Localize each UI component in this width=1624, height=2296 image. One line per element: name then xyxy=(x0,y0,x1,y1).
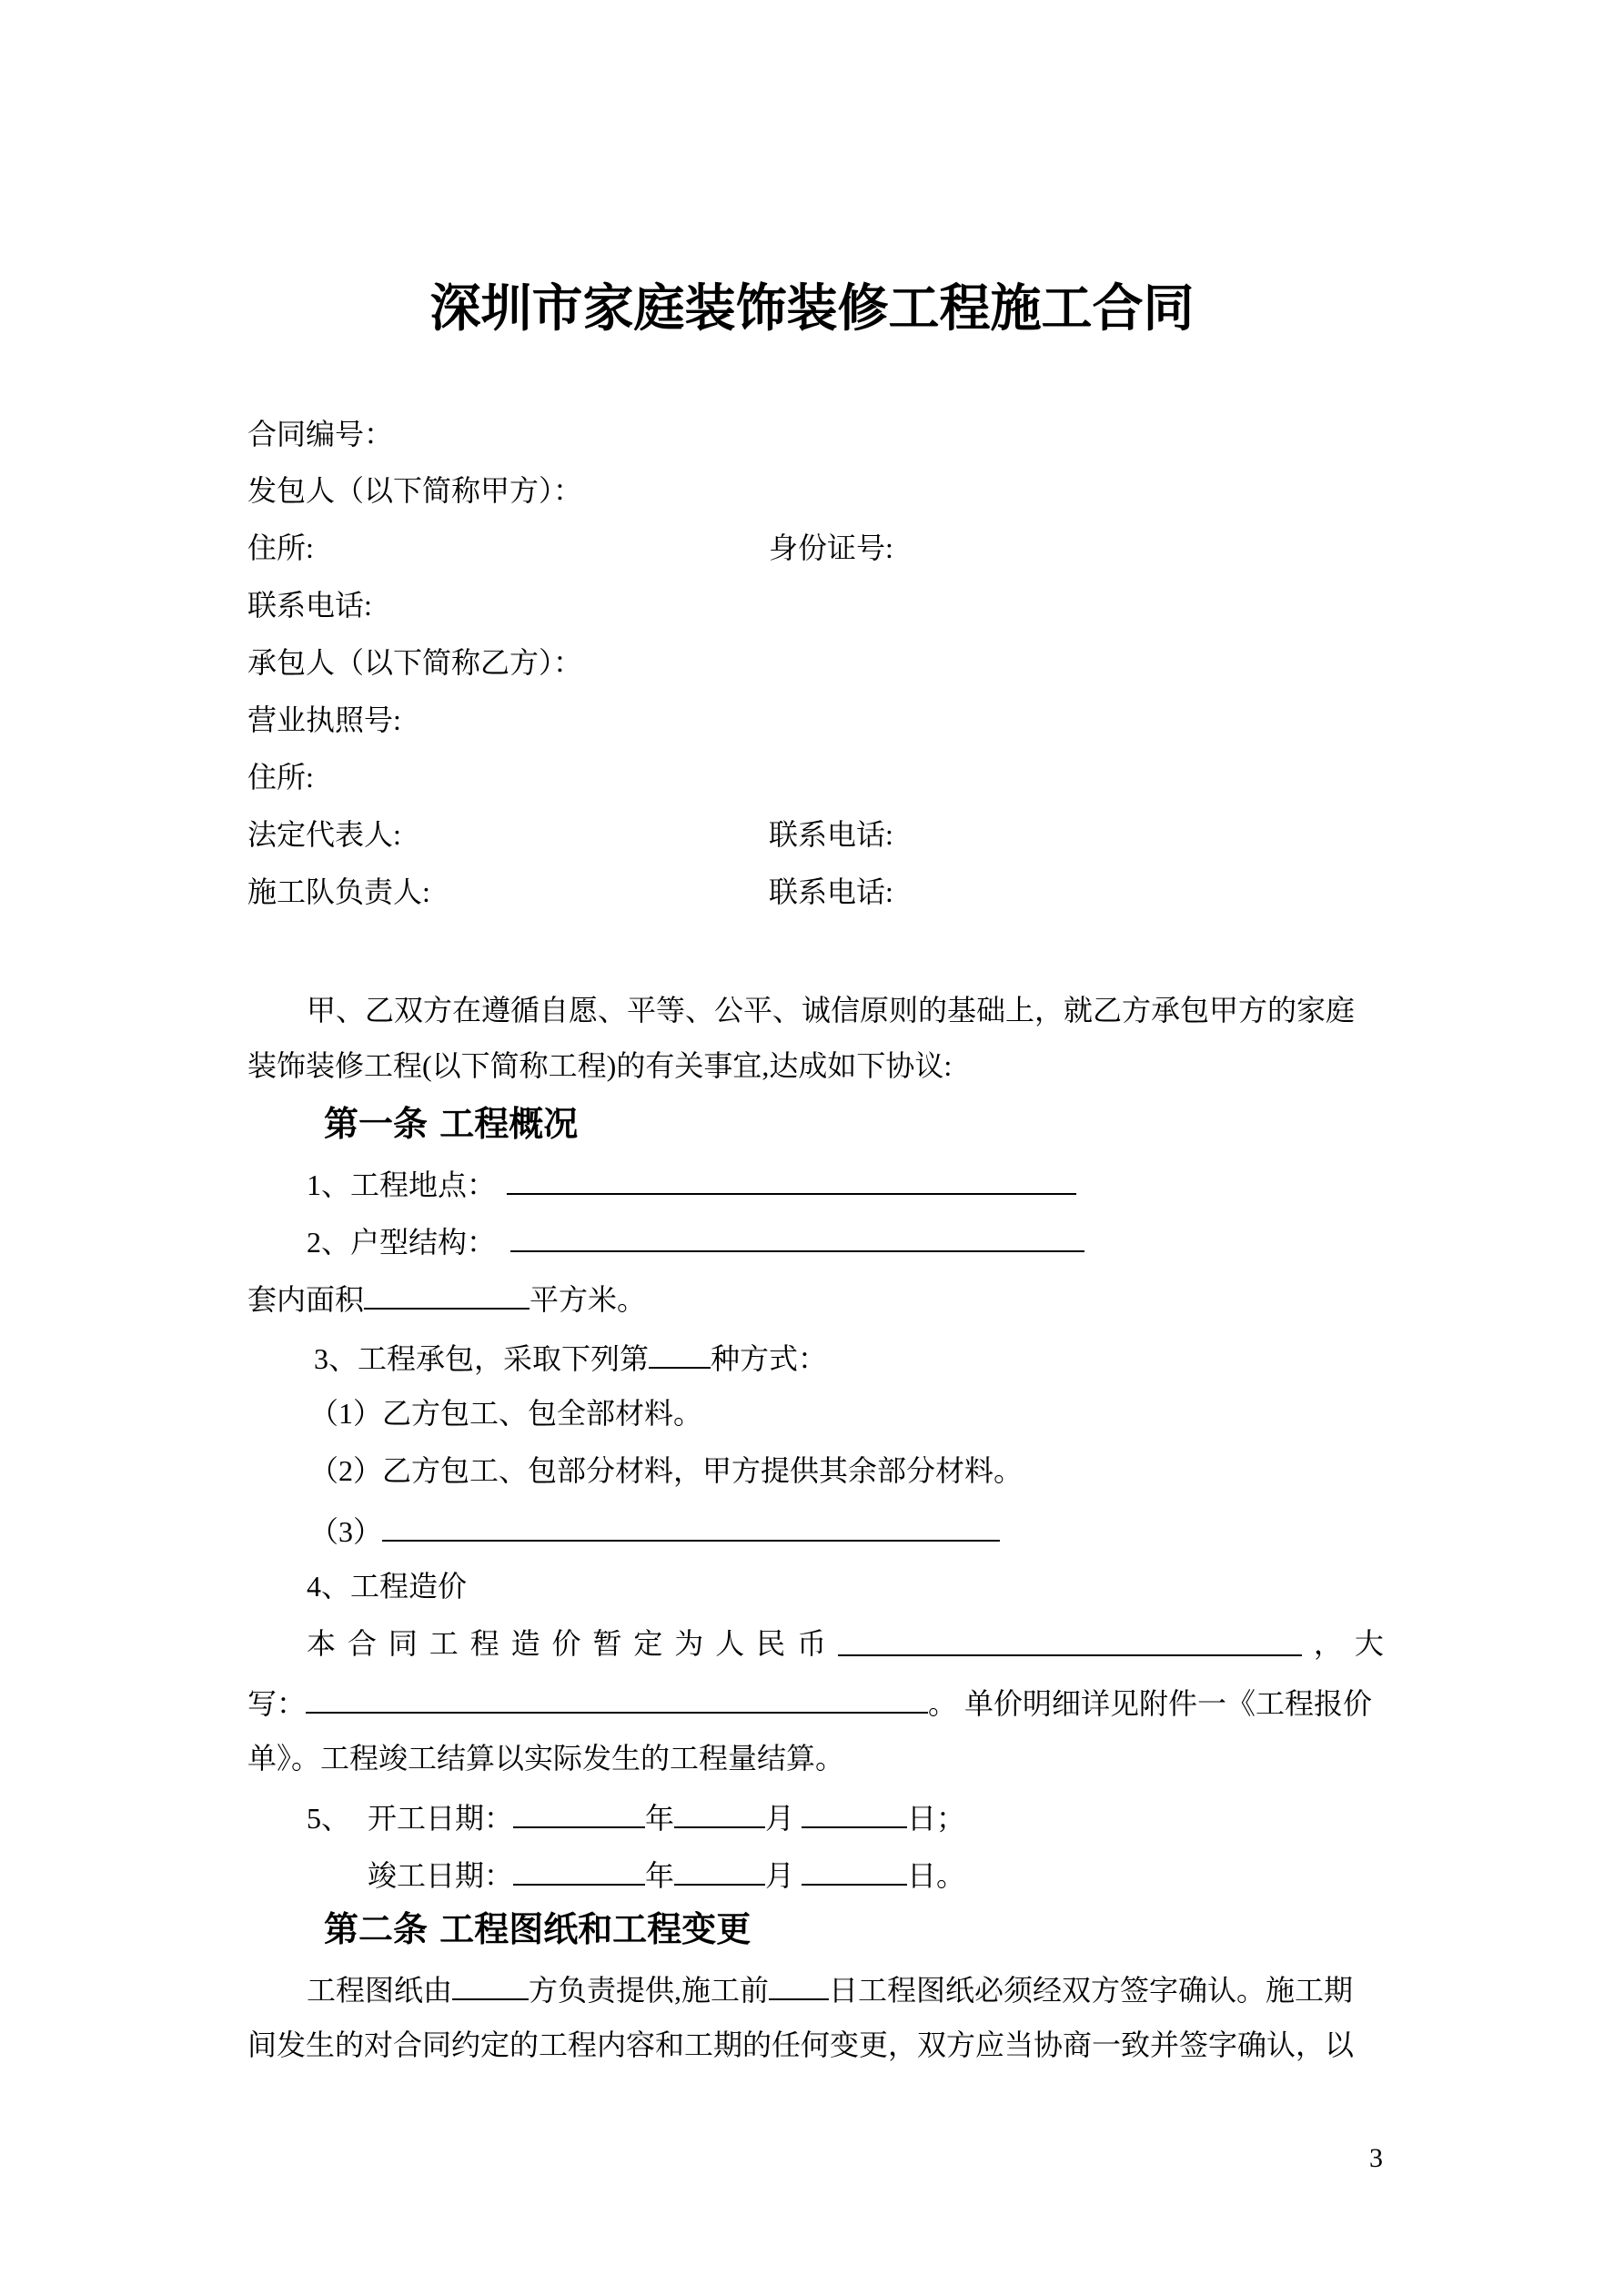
item-1-location xyxy=(307,1162,1076,1202)
article-2-line-1 xyxy=(307,1967,1353,2008)
party-a-address-label: 住所: xyxy=(247,531,314,564)
start-date-label: 开工日期： xyxy=(368,1802,514,1835)
price-char: 币 xyxy=(797,1627,827,1660)
legal-rep-label: 法定代表人: xyxy=(247,818,401,851)
item-5-label: 5、 xyxy=(307,1802,351,1835)
article-2-heading: 第二条 工程图纸和工程变更 xyxy=(324,1909,751,1949)
price-char: 本 xyxy=(307,1627,337,1660)
price-char: 暂 xyxy=(592,1627,622,1660)
price-char: 人 xyxy=(715,1627,745,1660)
mode-blank xyxy=(649,1336,711,1369)
month-label: 月 xyxy=(765,1802,795,1835)
page-number: 3 xyxy=(1369,2143,1383,2173)
item-1-label: 1、工程地点： xyxy=(307,1168,497,1201)
party-a-label: 发包人（以下简称甲方）： xyxy=(247,474,583,507)
party-b-address-label: 住所: xyxy=(247,761,314,794)
end-month-blank xyxy=(674,1853,765,1886)
price-char: 定 xyxy=(633,1627,663,1660)
day-label: 日。 xyxy=(907,1859,966,1892)
item-3-contract-mode xyxy=(314,1336,827,1376)
price-char: 程 xyxy=(469,1627,499,1660)
price-char: 为 xyxy=(674,1627,704,1660)
item-3-label: 3、工程承包，采取下列第 xyxy=(314,1342,650,1375)
start-year-blank xyxy=(513,1795,645,1828)
price-char: 同 xyxy=(388,1627,418,1660)
price-line-2 xyxy=(247,1681,1372,1721)
day-label: 日； xyxy=(907,1802,966,1835)
year-label: 年 xyxy=(645,1859,675,1892)
start-date-line xyxy=(307,1795,965,1836)
price-char: 大 xyxy=(1354,1627,1384,1660)
option-1: （1）乙方包工、包全部材料。 xyxy=(309,1397,703,1430)
option-3 xyxy=(309,1509,1000,1549)
item-4-label: 4、工程造价 xyxy=(307,1570,468,1603)
area-label: 套内面积 xyxy=(247,1283,365,1316)
price-char: 合 xyxy=(347,1627,377,1660)
floor-area-line xyxy=(247,1277,646,1317)
option-2: （2）乙方包工、包部分材料，甲方提供其余部分材料。 xyxy=(309,1454,1024,1487)
end-year-blank xyxy=(513,1853,645,1886)
team-leader-label: 施工队负责人: xyxy=(247,875,430,908)
preamble-line-2: 装饰装修工程(以下简称工程)的有关事宜,达成如下协议: xyxy=(247,1049,953,1082)
item-2-structure xyxy=(307,1219,1084,1259)
price-char: 价 xyxy=(551,1627,581,1660)
location-blank xyxy=(507,1162,1076,1195)
price-line-3: 单》。工程竣工结算以实际发生的工程量结算。 xyxy=(247,1742,845,1775)
item-3-suffix: 种方式： xyxy=(711,1342,828,1375)
drawings-text: 日工程图纸必须经双方签字确认。施工期 xyxy=(829,1974,1354,2007)
party-a-id-label: 身份证号: xyxy=(769,531,893,564)
price-char: 工 xyxy=(429,1627,459,1660)
article-1-heading: 第一条 工程概况 xyxy=(324,1104,579,1144)
option-3-label: （3） xyxy=(309,1515,383,1548)
start-month-blank xyxy=(674,1795,765,1828)
party-b-license-label: 营业执照号: xyxy=(247,703,401,736)
contract-number-label: 合同编号： xyxy=(247,418,394,450)
price-char: 造 xyxy=(510,1627,540,1660)
price-uppercase-label: 写： xyxy=(247,1687,307,1720)
drawings-text: 工程图纸由 xyxy=(307,1974,453,2007)
item-2-label: 2、户型结构： xyxy=(307,1226,497,1259)
price-uppercase-blank xyxy=(306,1681,928,1714)
preamble-line-1: 甲、乙双方在遵循自愿、平等、公平、诚信原则的基础上，就乙方承包甲方的家庭 xyxy=(307,994,1356,1027)
option-3-blank xyxy=(382,1509,1000,1542)
legal-rep-phone-label: 联系电话: xyxy=(769,818,893,851)
year-label: 年 xyxy=(645,1802,675,1835)
party-a-phone-label: 联系电话: xyxy=(247,589,372,622)
month-label: 月 xyxy=(765,1859,795,1892)
price-amount-blank xyxy=(838,1623,1302,1656)
end-date-label: 竣工日期： xyxy=(368,1859,514,1892)
document-title: 深圳市家庭装饰装修工程施工合同 xyxy=(429,279,1195,339)
end-date-line xyxy=(368,1853,965,1893)
area-blank xyxy=(364,1277,530,1310)
drawings-text: 方负责提供,施工前 xyxy=(529,1974,770,2007)
price-char: 民 xyxy=(756,1627,786,1660)
start-day-blank xyxy=(802,1795,907,1828)
price-comma: ， xyxy=(1313,1627,1343,1660)
end-day-blank xyxy=(802,1853,907,1886)
price-line-1 xyxy=(307,1623,1384,1664)
party-b-label: 承包人（以下简称乙方）： xyxy=(247,646,583,679)
drawings-days-blank xyxy=(769,1967,829,2000)
price-detail-text: 。 单价明细详见附件一《工程报价 xyxy=(928,1687,1373,1720)
structure-blank xyxy=(510,1219,1084,1252)
article-2-line-2: 间发生的对合同约定的工程内容和工期的任何变更，双方应当协商一致并签字确认，以 xyxy=(247,2028,1355,2061)
drawings-party-blank xyxy=(452,1967,529,2000)
team-leader-phone-label: 联系电话: xyxy=(769,875,893,908)
area-unit: 平方米。 xyxy=(530,1283,647,1316)
